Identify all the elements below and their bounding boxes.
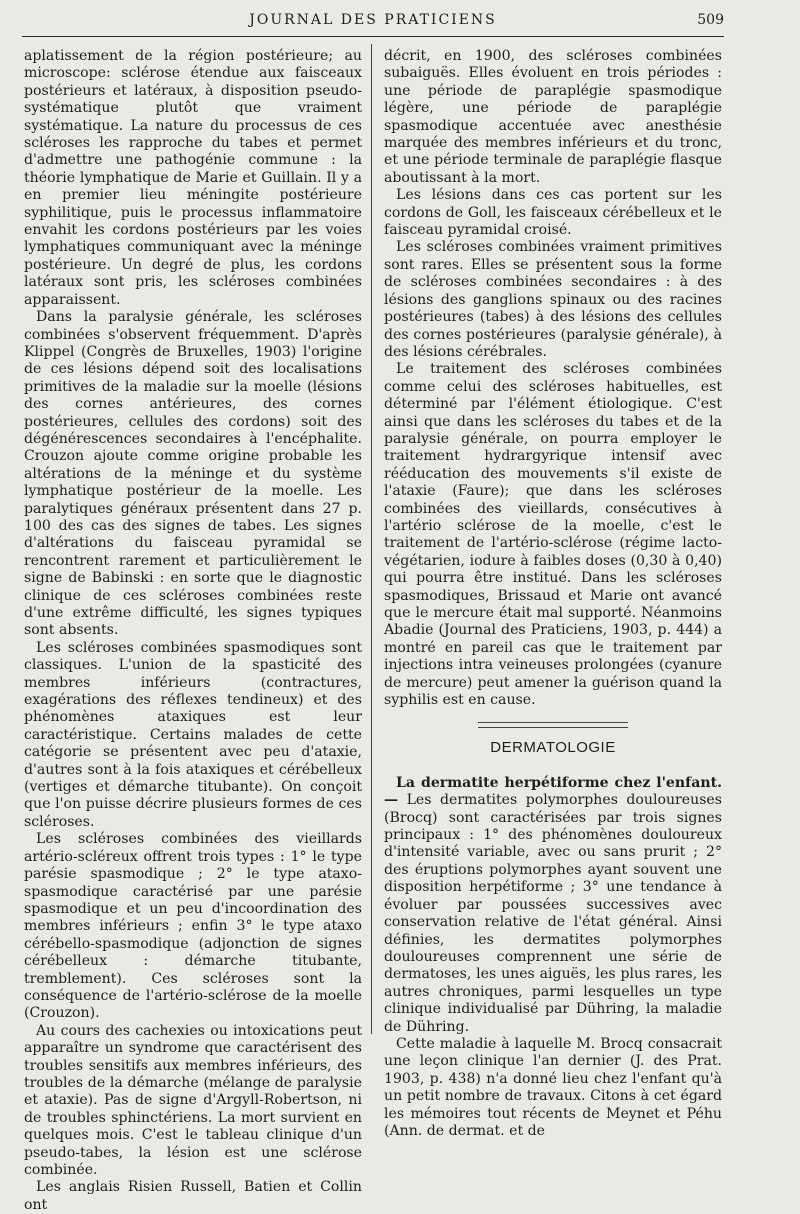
paragraph: Les scléroses combinées vraiment primitives sont rares. Elles se présentent sous la forme de scléroses combinées secondaires : à des lésions des ganglions spinaux ou des racines postérieures (tabes) à des lésions des cellules des cornes postérieures (paralysie générale), à des lésions cérébrales. <box>384 239 722 360</box>
page-header <box>22 12 724 36</box>
header-rule <box>22 36 724 37</box>
section-separator <box>478 722 628 728</box>
article-title: La dermatite herpétiforme chez l'enfant. — <box>384 774 722 809</box>
article-paragraph <box>384 775 722 1036</box>
left-column <box>24 48 362 1214</box>
paragraph: décrit, en 1900, des scléroses combinées subaiguës. Elles évoluent en trois périodes : une période de paraplégie spasmodique légère, une période de paraplégie spasmodique accentuée avec anesthésie marquée des membres inférieurs et du tronc, et une période terminale de paraplégie flasque aboutissant à la mort. <box>384 48 722 186</box>
page-number: 509 <box>697 12 724 28</box>
paragraph: Cette maladie à laquelle M. Brocq consacrait une leçon clinique l'an dernier (J. des Prat. 1903, p. 438) n'a donné lieu chez l'enfant qu'à un petit nombre de travaux. Citons à cet égard les mémoires tout récents de Meynet et Péhu (Ann. de dermat. et de <box>384 1035 722 1139</box>
running-head: JOURNAL DES PRATICIENS <box>249 12 497 28</box>
paragraph: Les anglais Risien Russell, Batien et Collin ont <box>24 1179 362 1213</box>
paragraph: Les scléroses combinées spasmodiques sont classiques. L'union de la spasticité des membres inférieurs (contractures, exagérations des réflexes tendineux) et des phénomènes ataxiques est leur caractéristique. Certains malades de cette catégorie se présentent avec peu d'ataxie, d'autres sont à la fois ataxiques et cérébelleux (vertiges et démarche titubante). On conçoit que l'on puisse décrire plusieurs formes de ces scléroses. <box>24 639 362 830</box>
paragraph: Les lésions dans ces cas portent sur les cordons de Goll, les faisceaux cérébelleux et le faisceau pyramidal croisé. <box>384 187 722 239</box>
paragraph: Le traitement des scléroses combinées comme celui des scléroses habituelles, est déterminé par l'élément étiologique. C'est ainsi que dans les scléroses du tabes et de la paralysie générale, on pourra employer le traitement hydrargyrique intensif avec rééducation des mouvements s'il existe de l'ataxie (Faure); que dans les scléroses combinées des vieillards, consécutives à l'artério sclérose de la moelle, c'est le traitement de l'artério-sclérose (régime lacto-végétarien, iodure à faibles doses (0,30 à 0,40) qui pourra être institué. Dans les scléroses spasmodiques, Brissaud et Marie ont avancé que le mercure était mal supporté. Néanmoins Abadie (Journal des Praticiens, 1903, p. 444) a montré en pareil cas que le traitement par injections intra veineuses prolongées (cyanure de mercure) peut amener la guérison quand la syphilis est en cause. <box>384 361 722 709</box>
column-divider <box>371 44 372 1034</box>
paragraph: Dans la paralysie générale, les scléroses combinées s'observent fréquemment. D'après Klippel (Congrès de Bruxelles, 1903) l'origine de ces lésions dépend soit des localisations primitives de la maladie sur la moelle (lésions des cornes antérieures, des cornes postérieures, cellules des cordons) soit des dégénérescences secondaires à l'encéphalite. Crouzon ajoute comme origine probable les altérations de la méninge et du système lymphatique postérieur de la moelle. Les paralytiques généraux présentent dans 27 p. 100 des cas des signes de tabes. Les signes d'altérations du faisceau pyramidal se rencontrent rarement et particulièrement le signe de Babinski : en sorte que le diagnostic clinique de ces scléroses combinées reste d'une extrême difficulté, les signes typiques sont absents. <box>24 309 362 639</box>
paragraph: aplatissement de la région postérieure; au microscope: sclérose étendue aux faisceaux postérieurs et latéraux, à disposition pseudo-systématique plutôt que vraiment systématique. La nature du processus de ces scléroses les rapproche du tabes et permet d'admettre une pathogénie commune : la théorie lymphatique de Marie et Guillain. Il y a en premier lieu méningite postérieure syphilitique, puis le processus inflammatoire envahit les cordons postérieurs par les voies lymphatiques communiquant avec la méninge postérieure. Un degré de plus, les cordons latéraux sont pris, les scléroses combinées apparaissent. <box>24 48 362 308</box>
paragraph: Au cours des cachexies ou intoxications peut apparaître un syndrome que caractérisent des troubles sensitifs aux membres inférieurs, des troubles de la démarche (mélange de paralysie et ataxie). Pas de signe d'Argyll-Robertson, ni de troubles sphinctériens. La mort survient en quelques mois. C'est le tableau clinique d'un pseudo-tabes, la lésion est une sclérose combinée. <box>24 1022 362 1178</box>
article-text: Les dermatites polymorphes douloureuses (Brocq) sont caractérisées par trois signes principaux : 1° des phénomènes douloureux d'intensité variable, avec ou sans prurit ; 2° des éruptions polymorphes ayant souvent une disposition herpétiforme ; 3° une tendance à évoluer par poussées successives avec conservation relative de l'état général. Ainsi définies, les dermatites polymorphes douloureuses comprennent une série de dermatoses, les unes aiguës, les plus rares, les autres chroniques, parmi lesquelles un type clinique individualisé par Dühring, la maladie de Dühring. <box>384 792 723 1035</box>
paragraph: Les scléroses combinées des vieillards artério-scléreux offrent trois types : 1° le type parésie spasmodique ; 2° le type ataxo-spasmodique caractérisé par une parésie spasmodique et un peu d'incoordination des membres inférieurs ; enfin 3° le type ataxo cérébello-spasmodique (adjonction de signes cérébelleux : démarche titubante, tremblement). Ces scléroses sont la conséquence de l'artério-sclérose de la moelle (Crouzon). <box>24 831 362 1022</box>
section-title: DERMATOLOGIE <box>490 739 616 757</box>
right-column <box>384 48 722 1140</box>
